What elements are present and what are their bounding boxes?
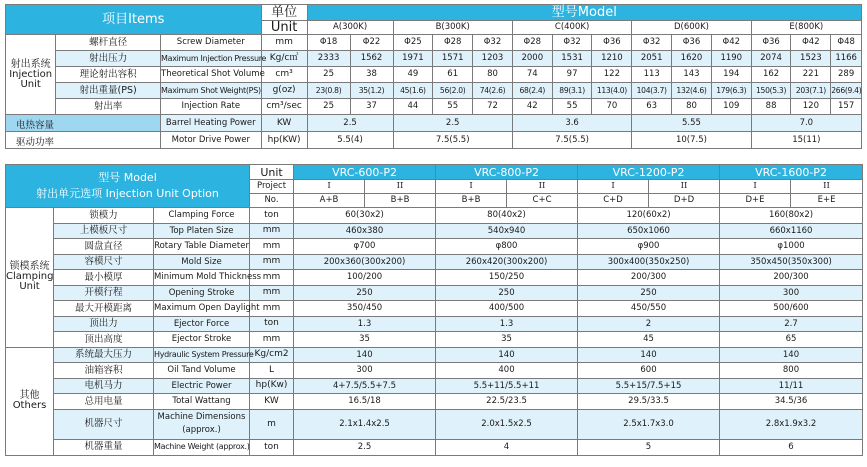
cell: 500/600	[720, 301, 863, 317]
project-cell: I	[720, 180, 791, 194]
row-label-en: Injection Rate	[161, 99, 262, 115]
project-cell: II	[507, 180, 578, 194]
row-label-en: Theoretical Shot Volume	[161, 67, 262, 83]
cell: 540x940	[436, 223, 578, 239]
cell: 61	[433, 67, 473, 83]
cell: 2.5	[294, 439, 436, 455]
row-label-en: Opening Stroke	[154, 285, 250, 301]
cell: 194	[711, 67, 751, 83]
cell: 1562	[350, 51, 393, 67]
cell: 160(80x2)	[720, 208, 863, 224]
cell: 140	[720, 347, 863, 363]
cell: 109	[711, 99, 751, 115]
heating-value-d: 5.55	[632, 115, 751, 132]
cell: 400/500	[436, 301, 578, 317]
cell: 72	[473, 99, 513, 115]
model-c: C(400K)	[512, 21, 631, 35]
cell: 113(4.0)	[592, 83, 632, 99]
cell: 1203	[473, 51, 513, 67]
row-label-en-line2: (approx.)	[182, 425, 221, 435]
cell: 74	[512, 67, 552, 83]
row-label-cn: 系统最大压力	[54, 347, 154, 363]
row-unit: cm³	[261, 67, 307, 83]
cell: Φ42	[711, 35, 751, 51]
cell: 56(2.0)	[433, 83, 473, 99]
project-cell: I	[436, 180, 507, 194]
cell: 122	[592, 67, 632, 83]
row-unit: mm	[250, 254, 294, 270]
cell: 203(7.1)	[791, 83, 831, 99]
group-label-en1: Clamping	[6, 271, 54, 283]
cell: 34.5/36	[720, 394, 863, 410]
cell: 660x1160	[720, 223, 863, 239]
row-unit: ton	[250, 208, 294, 224]
cell: 800	[720, 363, 863, 379]
group-label-en1: Injection	[9, 68, 53, 80]
cell: 74(2.6)	[473, 83, 513, 99]
cell: 5.5+15/7.5+15	[578, 378, 720, 394]
cell: 120	[791, 99, 831, 115]
project-cell: I	[578, 180, 649, 194]
cell: φ800	[436, 239, 578, 255]
row-label-cn: 顶出力	[54, 316, 154, 332]
motor-value-a: 5.5(4)	[307, 132, 393, 149]
cell: 260x420(300x200)	[436, 254, 578, 270]
cell: 179(6.3)	[711, 83, 751, 99]
row-label-cn: 最大开模距离	[54, 301, 154, 317]
cell: 55	[433, 99, 473, 115]
cell: Φ18	[307, 35, 350, 51]
row-unit: Kg/c㎡	[261, 51, 307, 67]
cell: 140	[436, 347, 578, 363]
cell: 65	[720, 332, 863, 348]
cell: 29.5/33.5	[578, 394, 720, 410]
row-label-en: Screw Diameter	[161, 35, 262, 51]
row-unit: g(oz)	[261, 83, 307, 99]
row-label-cn: 圆盘直径	[54, 239, 154, 255]
cell: Φ36	[751, 35, 791, 51]
model-d: D(600K)	[632, 21, 751, 35]
row-label-en: Hydraulic System Pressure	[154, 347, 250, 363]
cell: 2051	[632, 51, 672, 67]
cell: 2.1x1.4x2.5	[294, 409, 436, 439]
project-cell: II	[649, 180, 720, 194]
option-title-line2: 射出单元选项 Injection Unit Option	[36, 187, 219, 200]
cell: 35(1.2)	[350, 83, 393, 99]
row-label-en: Machine Weight (approx.)	[154, 439, 250, 455]
cell: 350x450(350x300)	[720, 254, 863, 270]
option-title-line1: 型号 Model	[98, 170, 157, 184]
cell: 4+7.5/5.5+7.5	[294, 378, 436, 394]
cell: φ900	[578, 239, 720, 255]
cell: 25	[307, 99, 350, 115]
model-vrc-800: VRC-800-P2	[436, 165, 578, 180]
group-label-cn: 锁模系统	[9, 261, 50, 273]
row-label-en: Clamping Force	[154, 208, 250, 224]
cell: 1190	[711, 51, 751, 67]
model-vrc-1200: VRC-1200-P2	[578, 165, 720, 180]
cell: 140	[294, 347, 436, 363]
group-label-cn: 其他	[19, 390, 40, 401]
cell: 37	[350, 99, 393, 115]
injection-spec-table	[5, 4, 862, 149]
model-vrc-1600: VRC-1600-P2	[720, 165, 863, 180]
no-cell: E+E	[791, 194, 863, 208]
row-label-en: Maximum Injection Pressure	[161, 51, 262, 67]
cell: 42	[512, 99, 552, 115]
option-title	[6, 165, 250, 208]
motor-value-c: 7.5(5.5)	[512, 132, 631, 149]
cell: 38	[350, 67, 393, 83]
cell: 460x380	[294, 223, 436, 239]
unit-title: Unit	[250, 165, 294, 180]
row-label-en-line1: Machine Dimensions	[157, 412, 246, 423]
cell: Φ25	[393, 35, 433, 51]
cell: 140	[578, 347, 720, 363]
row-label-cn: 理论射出容积	[56, 67, 161, 83]
row-label-cn: 机器尺寸	[54, 409, 154, 439]
cell: 63	[632, 99, 672, 115]
row-label-cn: 开模行程	[54, 285, 154, 301]
row-unit: mm	[250, 285, 294, 301]
cell: Φ22	[350, 35, 393, 51]
row-label-cn: 上模板尺寸	[54, 223, 154, 239]
heating-value-e: 7.0	[751, 115, 861, 132]
cell: 70	[592, 99, 632, 115]
cell: 400	[436, 363, 578, 379]
no-cell: D+D	[649, 194, 720, 208]
cell: Φ32	[473, 35, 513, 51]
heating-unit: KW	[261, 115, 307, 132]
row-label-en: Minimum Mold Thickness	[154, 270, 250, 286]
project-cell: II	[791, 180, 863, 194]
cell: 143	[672, 67, 712, 83]
row-unit: mm	[250, 223, 294, 239]
cell: Φ36	[672, 35, 712, 51]
row-unit: hp(Kw)	[250, 378, 294, 394]
cell: 2074	[751, 51, 791, 67]
cell: 68(2.4)	[512, 83, 552, 99]
motor-value-d: 10(7.5)	[632, 132, 751, 149]
cell: 1523	[791, 51, 831, 67]
row-unit: mm	[250, 239, 294, 255]
project-cell: II	[365, 180, 436, 194]
row-label-en: Electric Power	[154, 378, 250, 394]
heating-label-cn: 电热容量	[16, 120, 55, 131]
row-label-cn: 机器重量	[54, 439, 154, 455]
cell: 55	[552, 99, 592, 115]
row-label-en	[154, 409, 250, 439]
project-cell: I	[294, 180, 365, 194]
cell: 157	[831, 99, 862, 115]
cell: 44	[393, 99, 433, 115]
no-cell: A+B	[294, 194, 365, 208]
model-a: A(300K)	[307, 21, 393, 35]
cell: 200/300	[578, 270, 720, 286]
cell: φ1000	[720, 239, 863, 255]
unit-title-en: Unit	[261, 21, 307, 35]
cell: 2.0x1.5x2.5	[436, 409, 578, 439]
row-label-en: Ejector Force	[154, 316, 250, 332]
row-label-cn: 油箱容积	[54, 363, 154, 379]
cell: 1.3	[294, 316, 436, 332]
cell: 5.5+11/5.5+11	[436, 378, 578, 394]
group-label-en2: Unit	[20, 78, 41, 90]
row-label-en: Rotary Table Diameter	[154, 239, 250, 255]
injection-unit-group	[6, 35, 56, 115]
row-label-en: Maximum Open Daylight	[154, 301, 250, 317]
cell: 80	[473, 67, 513, 83]
cell: 300	[294, 363, 436, 379]
cell: 150/250	[436, 270, 578, 286]
cell: 250	[436, 285, 578, 301]
clamping-spec-table	[5, 164, 863, 456]
cell: 300x400(350x250)	[578, 254, 720, 270]
cell: 200/300	[720, 270, 863, 286]
heating-value-c: 3.6	[512, 115, 631, 132]
cell: 80	[672, 99, 712, 115]
model-title: 型号Model	[307, 5, 861, 21]
cell: 132(4.6)	[672, 83, 712, 99]
cell: 88	[751, 99, 791, 115]
row-unit: mm	[250, 270, 294, 286]
no-cell: B+B	[365, 194, 436, 208]
cell: 97	[552, 67, 592, 83]
cell: 600	[578, 363, 720, 379]
row-label-en: Mold Size	[154, 254, 250, 270]
motor-unit: hp(KW)	[261, 132, 307, 149]
group-label-en2: Unit	[19, 281, 40, 293]
cell: 49	[393, 67, 433, 83]
cell: 162	[751, 67, 791, 83]
row-label-cn: 电机马力	[54, 378, 154, 394]
cell: 120(60x2)	[578, 208, 720, 224]
cell: 11/11	[720, 378, 863, 394]
cell: Φ42	[791, 35, 831, 51]
cell: 22.5/23.5	[436, 394, 578, 410]
model-b: B(300K)	[393, 21, 512, 35]
motor-label-en: Motor Drive Power	[161, 132, 262, 149]
row-unit: cm³/sec	[261, 99, 307, 115]
project-label: Project	[250, 180, 294, 194]
heating-value-a: 2.5	[307, 115, 393, 132]
row-label-en: Maximum Shot Weight(PS)	[161, 83, 262, 99]
cell: Φ28	[512, 35, 552, 51]
row-unit: L	[250, 363, 294, 379]
cell: 1210	[592, 51, 632, 67]
cell: 1971	[393, 51, 433, 67]
cell: 1620	[672, 51, 712, 67]
cell: 150(5.3)	[751, 83, 791, 99]
cell: Φ36	[592, 35, 632, 51]
cell: 250	[578, 285, 720, 301]
cell: 1166	[831, 51, 862, 67]
row-label-cn: 总用电量	[54, 394, 154, 410]
cell: 113	[632, 67, 672, 83]
cell: 221	[791, 67, 831, 83]
heating-label-en: Barrel Heating Power	[161, 115, 262, 132]
cell: 450/550	[578, 301, 720, 317]
model-vrc-600: VRC-600-P2	[294, 165, 436, 180]
no-cell: C+C	[507, 194, 578, 208]
row-unit: KW	[250, 394, 294, 410]
row-unit: mm	[250, 332, 294, 348]
row-label-en: Ejector Stroke	[154, 332, 250, 348]
row-unit: mm	[250, 301, 294, 317]
cell: 23(0.8)	[307, 83, 350, 99]
cell: 650x1060	[578, 223, 720, 239]
cell: Φ32	[632, 35, 672, 51]
cell: 2	[578, 316, 720, 332]
no-cell: D+E	[720, 194, 791, 208]
items-title: 项目Items	[6, 5, 262, 35]
row-unit: ton	[250, 316, 294, 332]
cell: 2333	[307, 51, 350, 67]
motor-label-cn: 驱动功率	[16, 137, 55, 148]
row-unit: ton	[250, 439, 294, 455]
cell: Φ32	[552, 35, 592, 51]
cell: 16.5/18	[294, 394, 436, 410]
cell: 89(3.1)	[552, 83, 592, 99]
row-label-cn: 射出率	[56, 99, 161, 115]
cell: Φ28	[433, 35, 473, 51]
cell: 45	[578, 332, 720, 348]
row-label-en: Total Wattang	[154, 394, 250, 410]
unit-title-cn: 单位	[261, 5, 307, 21]
heating-value-b: 2.5	[393, 115, 512, 132]
cell: 80(40x2)	[436, 208, 578, 224]
no-cell: B+B	[436, 194, 507, 208]
cell: φ700	[294, 239, 436, 255]
row-label-cn: 容模尺寸	[54, 254, 154, 270]
cell: 2.8x1.9x3.2	[720, 409, 863, 439]
row-unit: mm	[261, 35, 307, 51]
model-e: E(800K)	[751, 21, 861, 35]
cell: 35	[436, 332, 578, 348]
cell: 1.3	[436, 316, 578, 332]
cell: Φ48	[831, 35, 862, 51]
cell: 100/200	[294, 270, 436, 286]
motor-value-b: 7.5(5.5)	[393, 132, 512, 149]
row-label-cn: 锁模力	[54, 208, 154, 224]
cell: 6	[720, 439, 863, 455]
no-label: No.	[250, 194, 294, 208]
cell: 2000	[512, 51, 552, 67]
cell: 35	[294, 332, 436, 348]
row-label-cn: 射出重量(PS)	[56, 83, 161, 99]
cell: 350/450	[294, 301, 436, 317]
cell: 1531	[552, 51, 592, 67]
cell: 250	[294, 285, 436, 301]
row-label-en: Oil Tand Volume	[154, 363, 250, 379]
row-label-cn: 射出压力	[56, 51, 161, 67]
row-label-en: Top Platen Size	[154, 223, 250, 239]
group-label-cn: 射出系统	[10, 58, 51, 70]
cell: 266(9.4)	[831, 83, 862, 99]
cell: 2.7	[720, 316, 863, 332]
cell: 2.5x1.7x3.0	[578, 409, 720, 439]
cell: 300	[720, 285, 863, 301]
cell: 289	[831, 67, 862, 83]
cell: 1571	[433, 51, 473, 67]
no-cell: C+D	[578, 194, 649, 208]
others-group	[6, 347, 54, 455]
row-label-cn: 最小模厚	[54, 270, 154, 286]
cell: 4	[436, 439, 578, 455]
row-label-cn: 顶出高度	[54, 332, 154, 348]
cell: 5	[578, 439, 720, 455]
clamping-unit-group	[6, 208, 54, 348]
group-label-en: Others	[12, 400, 47, 411]
cell: 60(30x2)	[294, 208, 436, 224]
row-unit: m	[250, 409, 294, 439]
row-unit: Kg/cm2	[250, 347, 294, 363]
cell: 200x360(300x200)	[294, 254, 436, 270]
motor-value-e: 15(11)	[751, 132, 861, 149]
cell: 25	[307, 67, 350, 83]
cell: 45(1.6)	[393, 83, 433, 99]
cell: 104(3.7)	[632, 83, 672, 99]
row-label-cn: 螺杆直径	[56, 35, 161, 51]
